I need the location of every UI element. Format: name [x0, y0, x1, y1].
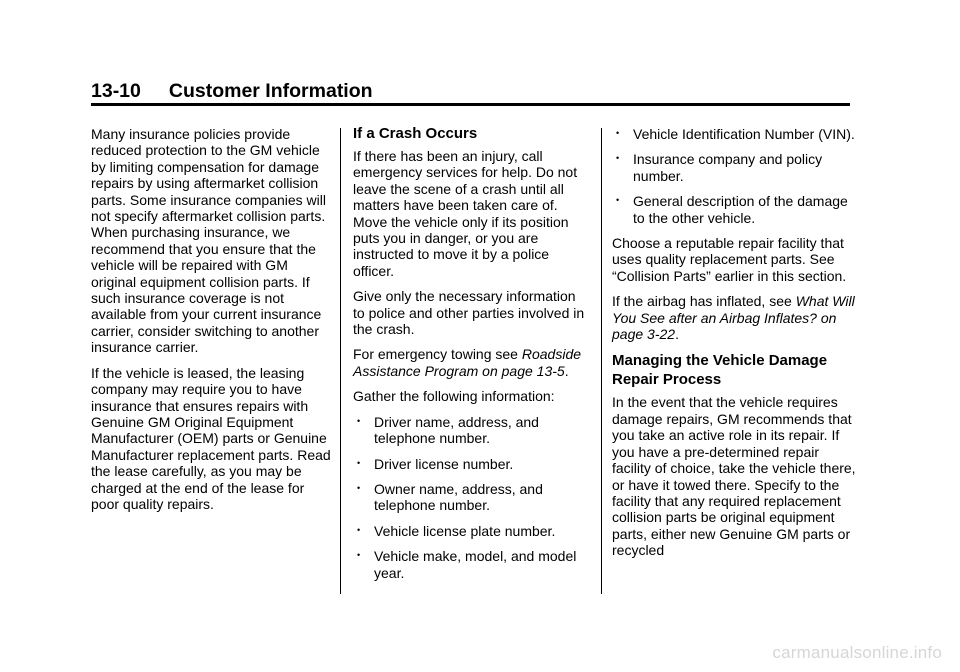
- bullet-icon: •: [357, 415, 361, 426]
- list-item: • Vehicle make, model, and model year.: [357, 548, 577, 581]
- paragraph: If the airbag has inflated, see What Will You See after an Airbag Inflates? on page 3-22.: [612, 293, 855, 343]
- column-divider-2: [601, 128, 602, 594]
- bullet-icon: •: [357, 524, 361, 535]
- header-rule: [91, 103, 850, 106]
- column-3: [612, 126, 857, 568]
- column-2: [353, 126, 588, 590]
- list-item: • Driver name, address, and telephone number.: [357, 413, 539, 447]
- list-item: • Vehicle license plate number.: [357, 522, 556, 539]
- bullet-list: [353, 414, 588, 581]
- paragraph: If the vehicle is leased, the leasing company may require you to have insurance that ensures repairs with Genuine GM Original Equipment Manufacturer (OEM) parts or Genuine Manufacturer replacement parts. Read the lease carefully, as you may be charged at the end of the lease for poor quality repairs.: [91, 364, 331, 512]
- section-heading-repair: Managing the Vehicle Damage Repair Process: [612, 352, 828, 389]
- paragraph: Give only the necessary information to police and other parties involved in the crash.: [353, 288, 585, 338]
- bullet-icon: •: [357, 457, 361, 468]
- watermark: carmanualsonline.info: [772, 643, 942, 662]
- page-number: 13-10: [91, 80, 141, 102]
- cross-reference-link[interactable]: Roadside Assistance Program on page 13-5: [353, 346, 582, 379]
- bullet-icon: •: [616, 195, 620, 206]
- paragraph: Choose a reputable repair facility that uses quality replacement parts. See “Collision Parts” earlier in this section.: [612, 235, 847, 284]
- paragraph: If there has been an injury, call emergency services for help. Do not leave the scene of a crash until all matters have been taken care of. Move the vehicle only if its position puts you in danger, or you are instructed to move it by a police officer.: [353, 148, 578, 279]
- bullet-icon: •: [616, 153, 620, 164]
- bullet-icon: •: [616, 128, 620, 138]
- section-title: Customer Information: [168, 80, 373, 102]
- bullet-icon: •: [357, 550, 361, 561]
- page-header: [91, 80, 851, 103]
- bullet-list: [612, 126, 857, 226]
- list-item: • Owner name, address, and telephone number.: [357, 480, 543, 514]
- list-item: • Vehicle Identification Number (VIN).: [616, 126, 855, 142]
- section-heading-crash: If a Crash Occurs: [353, 125, 478, 142]
- column-divider-1: [340, 128, 341, 594]
- paragraph: In the event that the vehicle requires damage repairs, GM recommends that you take an active role in its repair. If you have a pre-determined repair facility of choice, take the vehicle there, or have it towed there. Specify to the facility that any required replacement collision parts be original equipment parts, either new Genuine GM parts or recycled: [612, 394, 856, 559]
- paragraph: Gather the following information:: [353, 388, 555, 405]
- bullet-icon: •: [357, 482, 361, 493]
- paragraph: For emergency towing see Roadside Assistance Program on page 13-5.: [353, 346, 582, 379]
- column-1: [91, 126, 331, 521]
- list-item: • General description of the damage to the other vehicle.: [616, 193, 848, 226]
- cross-reference-link[interactable]: What Will You See after an Airbag Inflates? on page 3-22: [612, 293, 855, 343]
- list-item: • Insurance company and policy number.: [616, 151, 823, 184]
- list-item: • Driver license number.: [357, 455, 514, 472]
- paragraph: Many insurance policies provide reduced protection to the GM vehicle by limiting compensation for damage repairs by using aftermarket collision parts. Some insurance companies will not specify aftermarket collision parts. When purchasing insurance, we recommend that you ensure that the vehicle will be repaired with GM original equipment collision parts. If such insurance coverage is not available from your current insurance carrier, consider switching to another insurance carrier.: [91, 126, 326, 356]
